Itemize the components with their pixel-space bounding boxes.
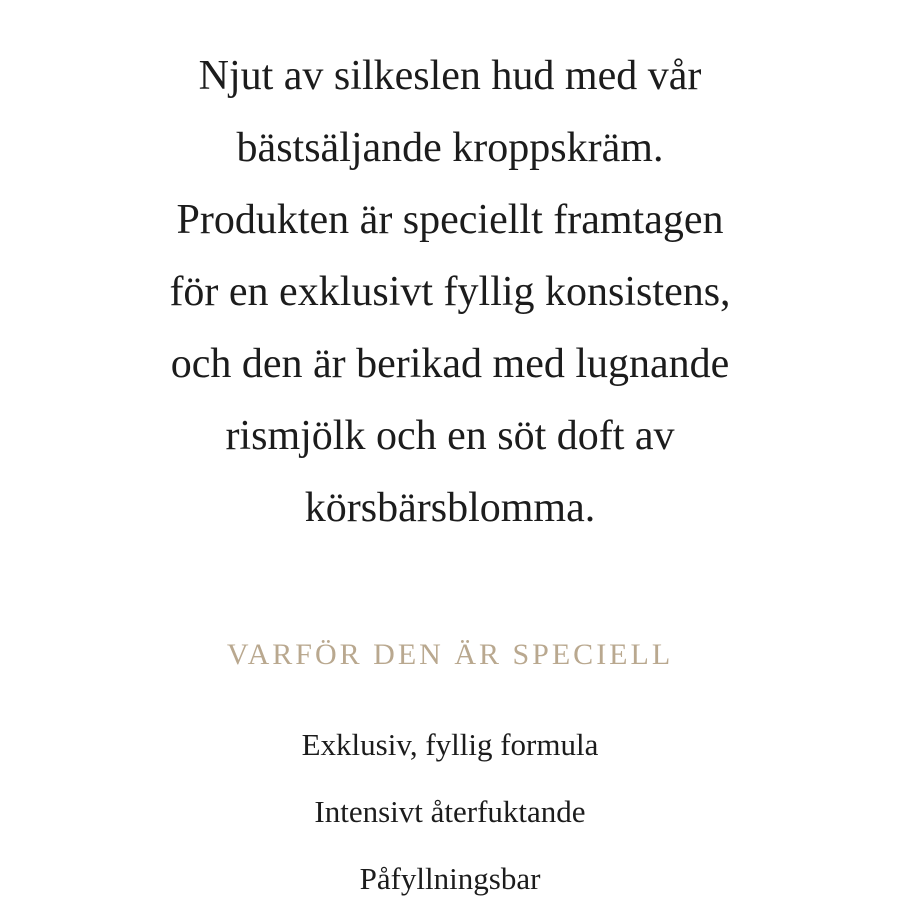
intro-line: för en exklusivt fyllig konsistens,: [169, 269, 731, 315]
intro-line: körsbärsblomma.: [304, 485, 596, 531]
intro-line: Njut av silkeslen hud med vår: [198, 53, 702, 99]
intro-line: bästsäljande kroppskräm.: [236, 125, 664, 171]
section-heading: VARFÖR DEN ÄR SPECIELL: [226, 638, 674, 671]
feature-list: [0, 720, 900, 921]
intro-line: och den är berikad med lugnande: [170, 341, 730, 387]
feature-item: Intensivt återfuktande: [314, 794, 586, 829]
feature-item: Påfyllningsbar: [359, 861, 541, 896]
product-intro-text: [70, 40, 830, 544]
intro-line: rismjölk och en söt doft av: [225, 413, 675, 459]
intro-line: Produkten är speciellt framtagen: [176, 197, 724, 243]
feature-item: Exklusiv, fyllig formula: [301, 727, 599, 762]
